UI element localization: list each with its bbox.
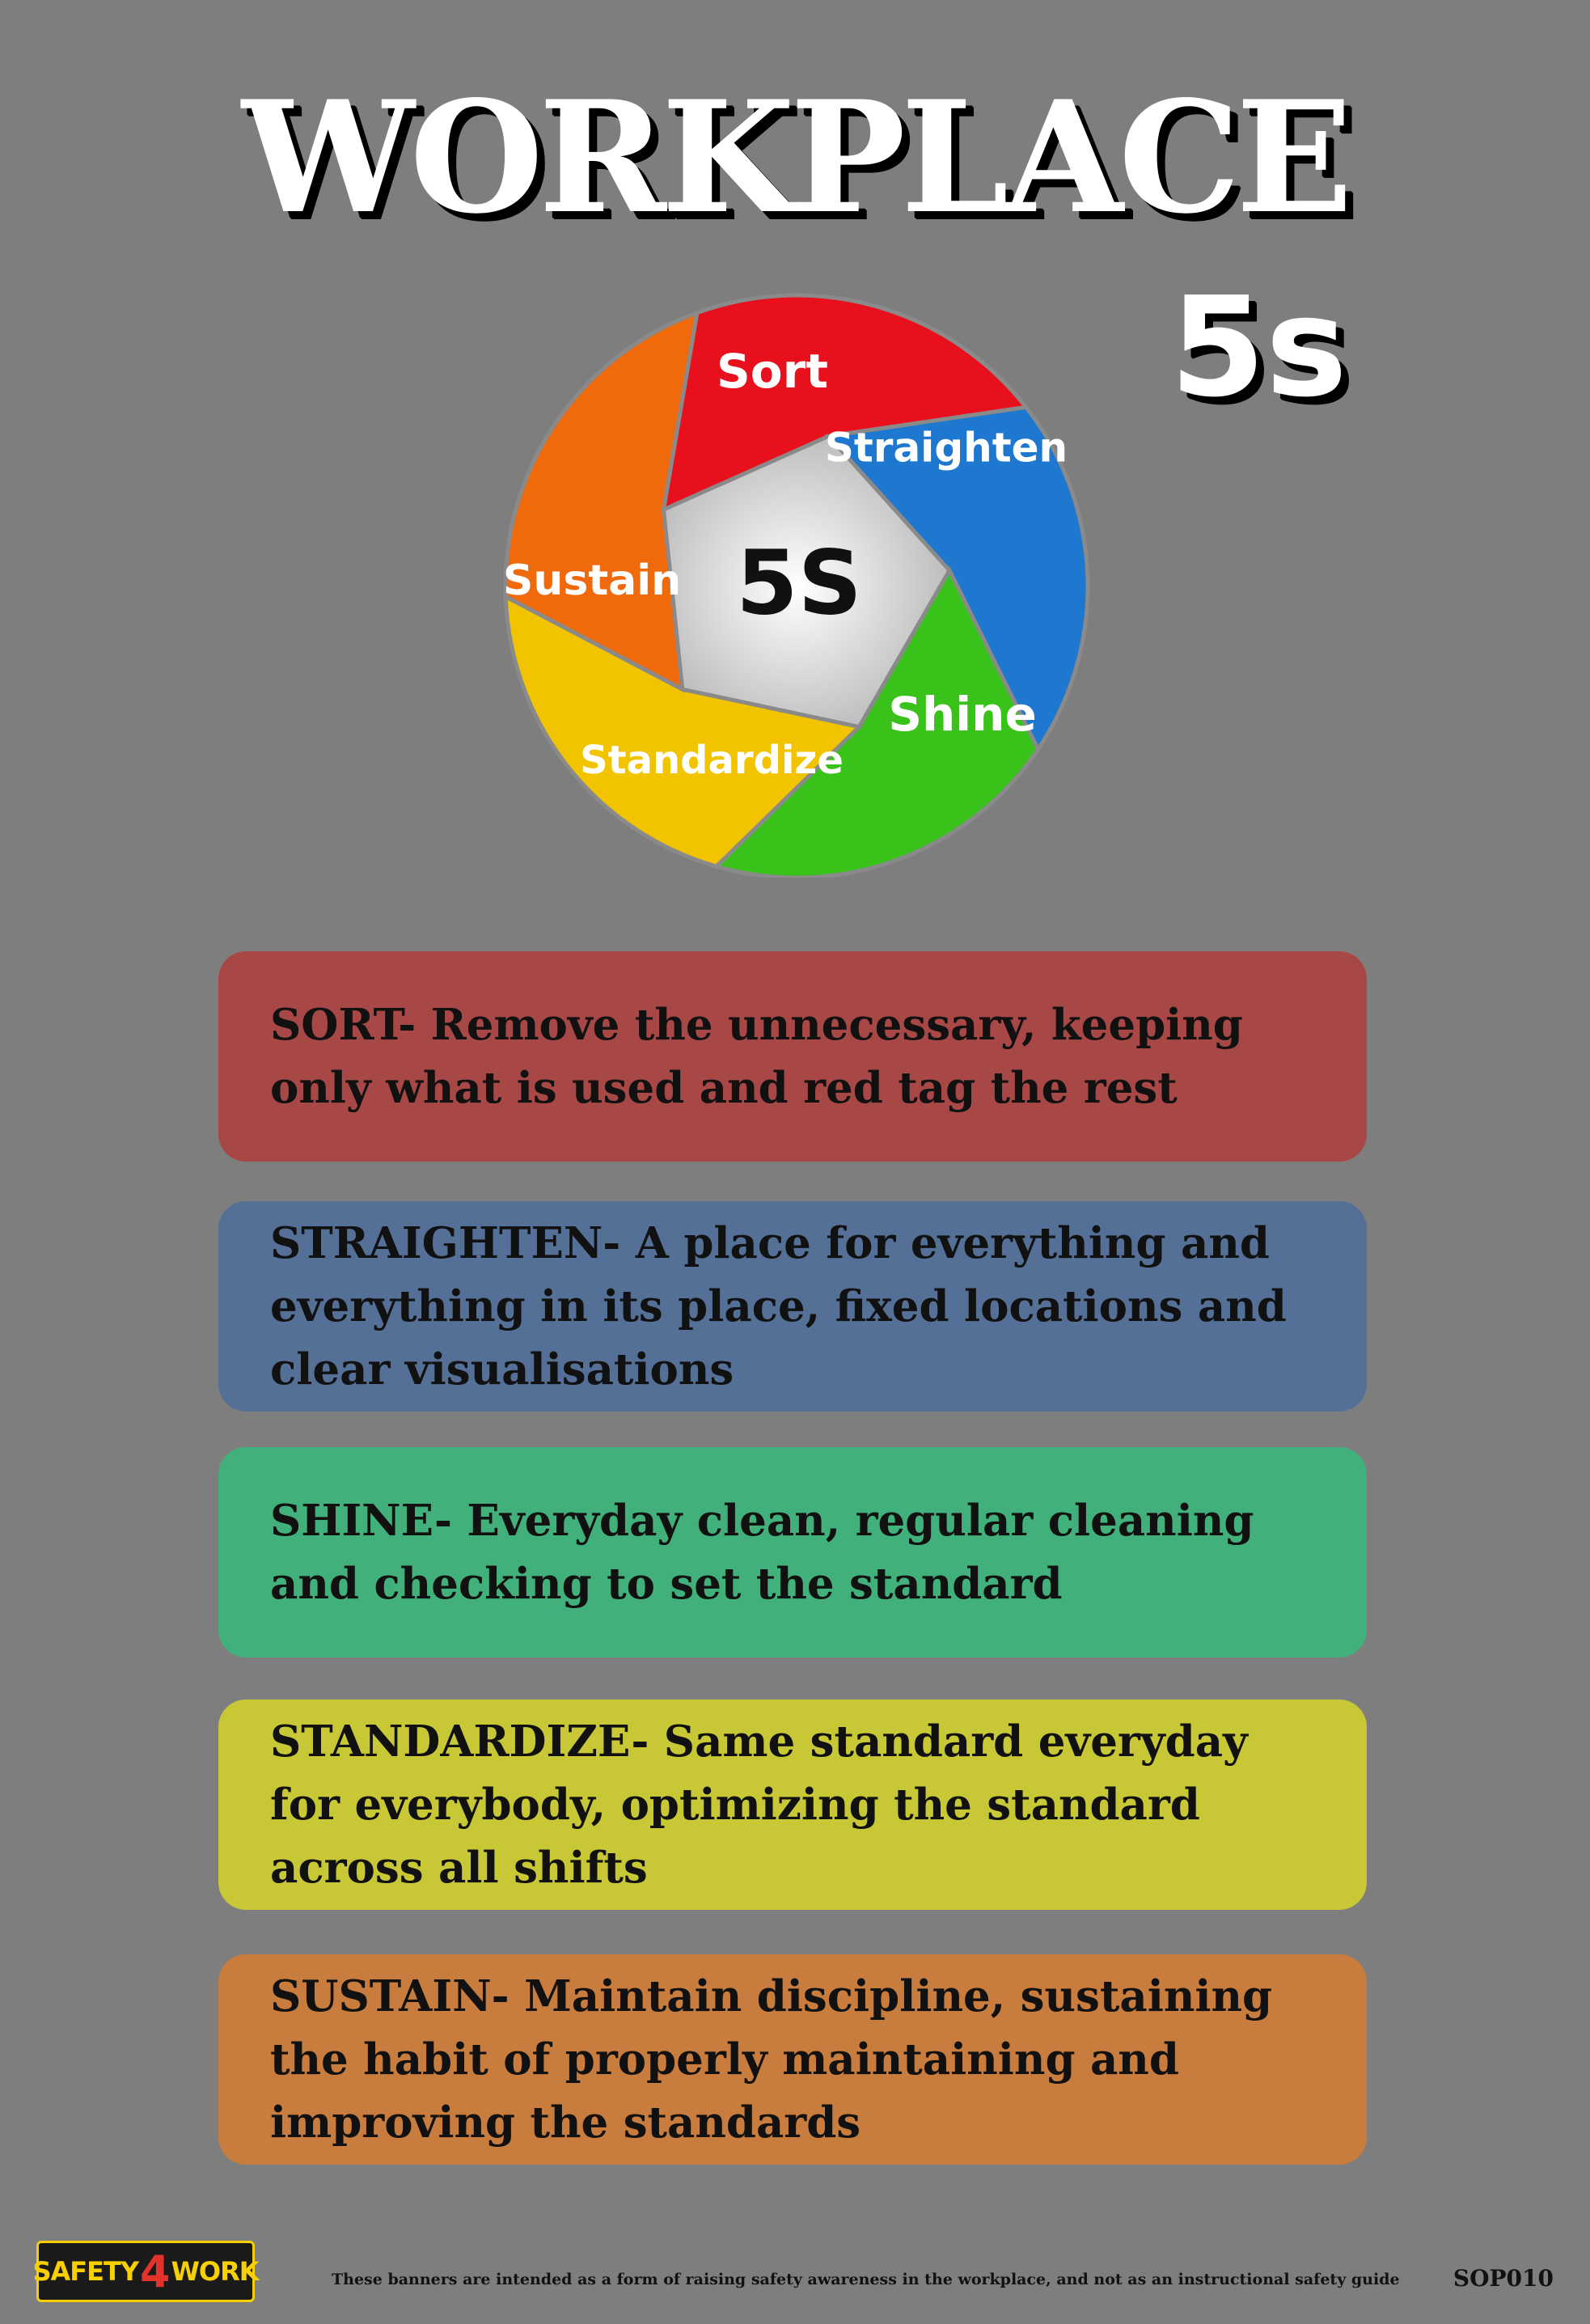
card-description: Maintain discipline, sustaining the habit of properly maintaining and improving the standards — [270, 1971, 1273, 2148]
poster-subtitle: 5s — [1169, 268, 1347, 428]
card-term: SORT- — [270, 1000, 417, 1050]
card-standardize — [218, 1700, 1367, 1910]
poster-title: WORKPLACE — [242, 67, 1348, 248]
segment-label-straighten: Straighten — [824, 424, 1068, 472]
card-term: SUSTAIN- — [270, 1971, 510, 2021]
wheel-center-label: 5S — [736, 531, 862, 635]
card-shine — [218, 1447, 1367, 1657]
card-term: STANDARDIZE- — [270, 1717, 649, 1767]
5s-wheel-diagram — [501, 279, 1100, 878]
segment-label-sustain: Sustain — [502, 557, 682, 605]
card-description: Everyday clean, regular cleaning and checking to set the standard — [270, 1496, 1254, 1609]
segment-label-sort: Sort — [717, 344, 828, 400]
card-term: STRAIGHTEN- — [270, 1218, 621, 1268]
card-sort — [218, 951, 1367, 1162]
card-term: SHINE- — [270, 1496, 452, 1546]
card-straighten — [218, 1201, 1367, 1412]
card-description: Same standard everyday for everybody, optimizing the standard across all shifts — [270, 1717, 1248, 1893]
card-sustain — [218, 1954, 1367, 2165]
segment-label-shine: Shine — [888, 687, 1037, 743]
safety4work-logo: SAFETY 4 WORK — [36, 2241, 255, 2302]
poster-code: SOP010 — [1453, 2265, 1554, 2292]
card-description: Remove the unnecessary, keeping only what is used and red tag the rest — [270, 1000, 1243, 1113]
footer-disclaimer: These banners are intended as a form of raising safety awareness in the workplace, and not as an instructional safety guide — [332, 2271, 1400, 2288]
card-description: A place for everything and everything in its place, fixed locations and clear visualisations — [270, 1218, 1287, 1395]
segment-label-standardize: Standardize — [580, 738, 844, 783]
